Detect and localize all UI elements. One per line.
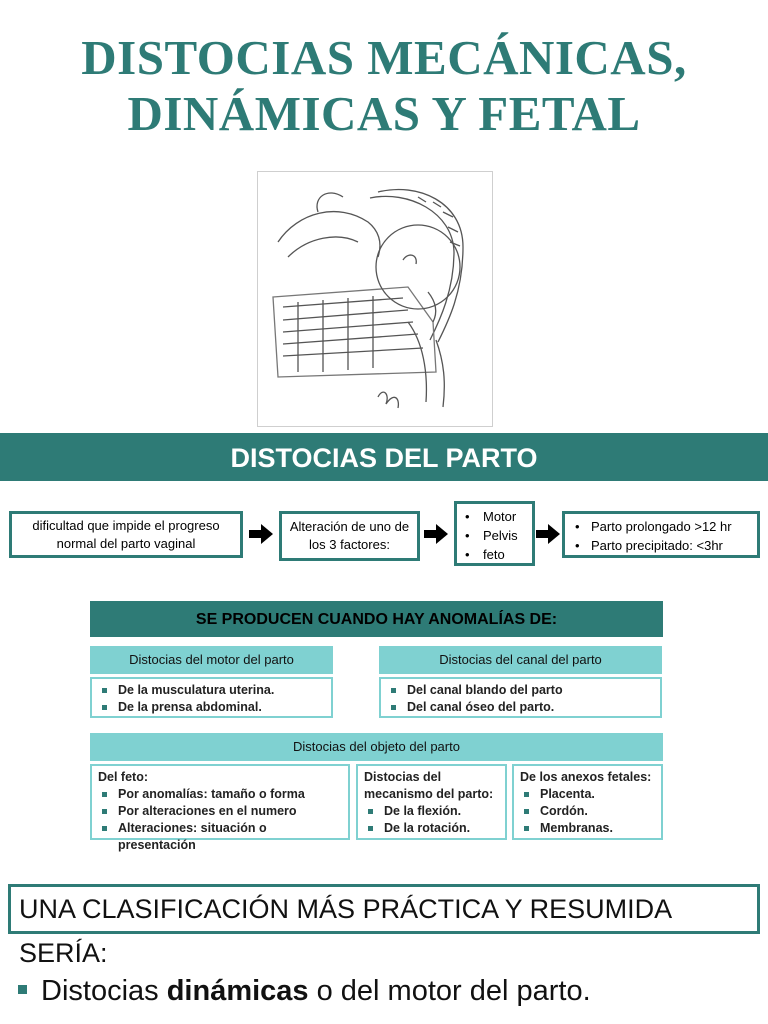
motor-list <box>90 677 333 718</box>
birth-illustration <box>257 171 493 427</box>
feto-item-2: Por alteraciones en el numero <box>96 803 344 820</box>
duration-prolonged: • Parto prolongado >12 hr <box>569 517 753 536</box>
objeto-header: Distocias del objeto del parto <box>90 733 663 761</box>
canal-item-1: Del canal blando del parto <box>385 682 656 699</box>
bullet-text-bold: dinámicas <box>166 975 309 1007</box>
factor-feto: • feto <box>459 545 530 564</box>
bullet-text-before: Distocias <box>41 975 167 1007</box>
title-line-1: DISTOCIAS MECÁNICAS, <box>81 30 687 85</box>
mecanismo-item-1: De la flexión. <box>362 803 501 820</box>
feto-item-3: Alteraciones: situación o presentación <box>96 820 344 854</box>
mecanismo-title: Distocias del mecanismo del parto: <box>364 770 494 801</box>
canal-item-2: Del canal óseo del parto. <box>385 699 656 716</box>
square-bullet-icon <box>18 985 27 994</box>
arrow-right-icon <box>249 523 273 545</box>
motor-item-1: De la musculatura uterina. <box>96 682 327 699</box>
flow-box-definition <box>9 511 243 558</box>
motor-item-2: De la prensa abdominal. <box>96 699 327 716</box>
birth-illustration-icon <box>258 172 492 426</box>
factor-motor: • Motor <box>459 507 530 526</box>
arrow-right-icon <box>424 523 448 545</box>
flow-box-factor-list <box>454 501 535 566</box>
title-line-2: DINÁMICAS Y FETAL <box>127 86 641 141</box>
anexos-item-2: Cordón. <box>518 803 657 820</box>
arrow-right-icon <box>536 523 560 545</box>
feto-item-1: Por anomalías: tamaño o forma <box>96 786 344 803</box>
feto-box <box>90 764 350 852</box>
flow-box-factors <box>279 511 420 561</box>
bullet-item <box>18 972 591 1010</box>
canal-list <box>379 677 662 718</box>
anexos-item-1: Placenta. <box>518 786 657 803</box>
anexos-title: De los anexos fetales: <box>520 770 652 784</box>
summary-box: UNA CLASIFICACIÓN MÁS PRÁCTICA Y RESUMIDA SERÍA: <box>8 884 760 934</box>
motor-header: Distocias del motor del parto <box>90 646 333 674</box>
section-banner: DISTOCIAS DEL PARTO <box>0 433 768 481</box>
factor-pelvis: • Pelvis <box>459 526 530 545</box>
bullet-text-after: o del motor del parto. <box>308 975 591 1007</box>
canal-header: Distocias del canal del parto <box>379 646 662 674</box>
definition-text: dificultad que impide el progreso normal del parto vaginal <box>32 518 220 551</box>
anomalies-header: SE PRODUCEN CUANDO HAY ANOMALÍAS DE: <box>90 601 663 637</box>
factors-text: Alteración de uno de los 3 factores: <box>289 519 410 552</box>
anexos-box <box>512 764 663 840</box>
duration-precipitated: • Parto precipitado: <3hr <box>569 536 753 555</box>
page-title <box>0 30 768 142</box>
feto-title: Del feto: <box>98 770 148 784</box>
mecanismo-item-2: De la rotación. <box>362 820 501 837</box>
mecanismo-box <box>356 764 507 840</box>
anexos-item-3: Membranas. <box>518 820 657 837</box>
flow-box-durations <box>562 511 760 558</box>
